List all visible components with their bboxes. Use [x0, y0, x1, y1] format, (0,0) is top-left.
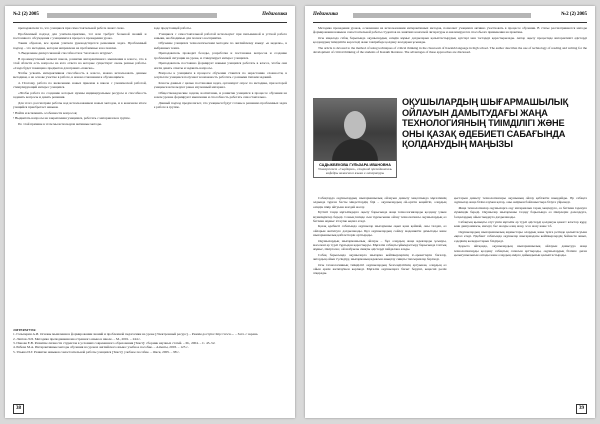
paragraph: Проблемный подход для учителя-практика, тот или требует большой знаний и постоянного обсуждения с учащимися в процессе проведения урока. — [13, 31, 147, 40]
left-running-header — [13, 12, 287, 23]
paragraph: Данный подход предполагает, что учащиеся будут готовы к решению проблемных задач и работе в группе. — [153, 100, 287, 109]
author-name: САДЫКБЕКОВА ГУЛЬЗАРА ИВАНОВНА — [319, 162, 391, 167]
reference-item: 1. Гальперин А.И. Основы мышления в формировании знаний и проблемной педагогики на уроке [Электронный ресурс]. – Режим доступа: http://www.... – Загл. с экрана. — [13, 332, 259, 337]
paragraph: Оқушылардың шығармашылық ойлауы – бұл олардың жаңа идеяларды ұсынуы, мәселені әр түрлі тұрғыдан қарастыруы. Мұғалім сабақты ұйымдастыру барысында топтық жұмыс, пікірталас, ой шабуылы сияқты әдістерді пайдалана алады. — [313, 238, 447, 252]
left-column-1 — [13, 26, 147, 322]
right-header-bar — [353, 13, 531, 18]
right-body-columns — [313, 196, 587, 402]
paragraph: Таким образом, все время учителя руководствуется решением задач. Проблемный подход – это методика, которая направлена на проблемные и на поиски. — [13, 41, 147, 50]
paragraph: По этой причине в этом мы используем активные методы. — [18, 121, 102, 126]
paragraph: Чтобы усвоить интерактивная способность в классе, можно использовать данные методики, а на основе участие в работе, в новом отношении к обучающимся. — [13, 71, 147, 80]
left-header-issue: №2 (2) 2005 — [13, 12, 39, 17]
left-header-section: Педагогика — [262, 12, 287, 17]
paragraph: Бүгінгі таңда мұғалімдерге оқыту барысында жаңа технологияларды қолдану үлкен мүмкіндіктер береді. Соның ішінде сын тұрғысынан ойлау технологиясы оқушылардың өз бетімен жұмыс істеуіне ықпал етеді. — [313, 210, 447, 223]
reference-item: 3. Панова Е.В. Развитие личности студентов в условиях современного образования [Текст]: сборник научных статей. – М., 2004. – С. 45–52. — [13, 341, 216, 346]
abstract-kz: Осы мақалада сабақ барысында оқушылардың өзіндік жұмыс дағдыларын қалыптастырудың әдістері мен тәсілдері қарастырылады. Автор оқыту процесінде интерактивті әдістерді қолданудың тиімділігін көрсетеді және тәжірибеде қолдану жолдарын ұсынады. — [313, 35, 587, 45]
paragraph: Классы данных с целью постановки задач, организует опрос по методике, при которой учащиеся используют ранее изученный материал. — [153, 80, 287, 90]
paragraph: Вопросы к учащимся в процессе обучения ставятся по нарастанию сложности, в результате учащиеся получают возможность работать с разными типами заданий. — [153, 71, 287, 80]
paragraph: Для этого рассмотрим работы над использованием новых методов, и в конечном итоге учащийся приобретает навыки. — [13, 100, 147, 109]
paragraph: Жаңа технологиялар оқушыларға оқу материалын терең меңгеруге, өз бетімен ізденуге мүмкіндік береді. Оқушылар шығарманы талдау барысында өз пікірлерін дәлелдеуге, басқалардың ойын тыңдауға дағдыланады. — [453, 205, 587, 219]
left-header-bar — [47, 13, 217, 18]
paragraph: Оқушылардың шығармашылық жұмыстары олардың жеке тұлға ретінде қалыптасуына ықпал етеді. Әдебиет сабағында оқушылар шығармадағы кейіпкерлердің бейнесін ашып, өздерінің көзқарастарын білдіреді. — [453, 229, 587, 243]
author-affiliation: Университет «Сырдария», старший преподаватель кафедры казахского языка и литературы — [317, 167, 393, 176]
left-page-number: 38 — [13, 404, 24, 414]
bullet-item: • Выдвигать вопросы на закрепления учащимся, работать с материалом в группе. — [13, 116, 131, 121]
right-column-1 — [313, 196, 447, 402]
abstract-en: The article is devoted to the method of using techniques of critical thinking in the classroom of Kazakh language in high school. The author describes the use of technology of reading and writing for the development of critical thinking of the students of Kazakh literature. The advantages of these approaches are discussed. — [313, 45, 587, 55]
left-body-columns — [13, 26, 287, 322]
paragraph: Обществоведческие задачи, воспитание, и развитие учащихся в процессе обучения на новом уровне формируют мышление и способность работать самостоятельно. — [153, 90, 287, 100]
paragraph: Учащиеся с самостоятельной работой используют при письменной и устной работе навыки, необходимые для полного восприятия. — [153, 31, 287, 40]
paragraph: Сабақтарда оқушылардың шығармашылық ойлауын дамыту мақсатында мұғалімнің алдында тұрған басты міндеттердің бірі – оқушылардың ой-өрісін кеңейтіп, олардың өзіндік пікір айтуына жағдай жасау. — [313, 196, 447, 209]
paragraph: Преподаватель проводит беседы, разработка и постановка вопросов и создание проблемной ситуации на уроке, и стимулирует интерес учащихся. — [153, 51, 287, 60]
paragraph: Сабақтың қызықты өтуі үшін мұғалім әр түрлі әдістерді қолдануы қажет: кластер құру, венн диаграммасы, инсерт, бес жолды өлең жазу, эссе жазу және т.б. — [453, 220, 587, 229]
right-page-number: 39 — [576, 404, 587, 414]
paragraph: 3. Выделение дискуссионной способности и "мозгового штурма". — [18, 51, 114, 56]
paragraph: Сабақ барысында оқушыларға шығарма кейіпкерлерінің іс-әрекеттерін бағалау, автордың ойын түсіндіру, шығарманың идеясын анықтау сияқты тапсырмалар беріледі. — [313, 252, 447, 262]
paragraph: ходе предстоящей работы. — [153, 26, 192, 30]
references-heading: ЛИТЕРАТУРА: — [13, 328, 37, 332]
left-page — [5, 6, 295, 418]
paragraph: преподавателя то, что учащиеся при самостоятельной работе знают свою. — [18, 26, 125, 30]
reference-item: 5. Ульяна И.Г. Развитие навыков самостоятельной работы учащихся [Текст]: учебное пособие. – Омск, 2005. – 98 с. — [13, 349, 180, 354]
right-page — [305, 6, 595, 418]
paragraph: қыстарын дамыту технологиялары оқушының ойлау қабілетін шыңдайды. Әр сабақта оқушылар жаңа білім алумен қатар, оны өмірмен байланыстыра білуге үйренеді. — [453, 196, 587, 205]
article-title: ОҚУШЫЛАРДЫҢ ШЫҒАРМАШЫЛЫҚ ОЙЛАУЫН ДАМЫТУДАҒЫ ЖАҢА ТЕХНОЛОГИЯНЫҢ ТИІМДІЛІГІ ЖӘНЕ ОНЫ ҚАЗАҚ ӘДЕБИЕТІ САБАҒЫНДА ҚОЛДАНУДЫҢ МАҢЫЗЫ — [402, 97, 569, 150]
right-running-header — [313, 12, 587, 23]
author-photo-face — [344, 111, 366, 139]
references-section — [13, 328, 287, 354]
paragraph: Преподаватель постоянно формирует навыки учащихся работать в классе, чтобы они могли давать ответы и задавать вопросы. — [153, 61, 287, 70]
reference-item: 4. Рябова М.А. Интерактивные методы обучения на уроках английского языка: учебное пособие. – Алматы, 2003. – 125 с. — [13, 345, 189, 350]
author-photo — [314, 99, 396, 161]
paragraph: В промежуточный момент школа, развитие интерактивного мышления в классе, что в этой области есть вопросы на кэто ответа на которые существует очень разные работы. «Сюда будет помещено предметов для правил «поиска». — [13, 56, 147, 70]
left-column-2 — [154, 26, 288, 322]
abstract-ru: Методика проведения уроков, основанная на использовании интерактивных методов, позволяет учащимся активно участвовать в процессе обучения. В статье рассматриваются методы формирования навыков самостоятельной работы студентов на занятиях казахской литературы и анализируются способы их применения на практике. — [313, 26, 587, 35]
right-column-2 — [454, 196, 588, 402]
reference-item: 2. Лаптев Л.П. Методика преподавания иностранного языка в школе. – М., 2001. – 244 с. — [13, 336, 141, 341]
paragraph: «Чтобы работа по созданию которых нужны индивидуальные ресурсы и способность задавать вопросы и давать решения. — [13, 90, 147, 100]
bullet-item: • Найти и вспомнить особенности вопросов; — [13, 110, 78, 115]
paragraph: Осы технологияның тиімділігі оқушылардың белсенділігінің артуынан, олардың өз ойын еркін жеткізуінен көрінеді. Мұғалім оқушыларға бағыт беруші, кеңесші рөлін атқарады. — [313, 262, 447, 276]
author-photo-body — [332, 139, 378, 161]
right-header-issue: №2 (2) 2005 — [561, 12, 587, 17]
abstract-block — [313, 26, 587, 56]
paragraph: Қорыта айтқанда, оқушылардың шығармашылық ойлауын дамытуда жаңа технологияларды қолдану сабақтың сапасын арттырады, оқушылардың білімге деген қызығушылығын оятады және олардың өмірге дайындығын қалыптастырады. — [453, 244, 587, 257]
right-header-section: Педагогика — [313, 12, 338, 17]
author-box — [313, 98, 397, 178]
paragraph: Обучение учащихся технологическим методам по английскому языку: «в неделю», в выбранных темах. — [153, 41, 287, 50]
paragraph: 4. Поэтому, работа по включению новых приемов в школе с ученической работой, стимулирующий интерес учащихся. — [13, 80, 147, 90]
paragraph: Қазақ әдебиеті сабағында оқушылар шығарманы оқып қана қоймай, оны талдап, өз ойларын жеткізуге дағдыланады. Бұл оқушылардың сөйлеу мәдениетін дамытады және шығармашылық қабілеттерін арттырады. — [313, 224, 447, 238]
